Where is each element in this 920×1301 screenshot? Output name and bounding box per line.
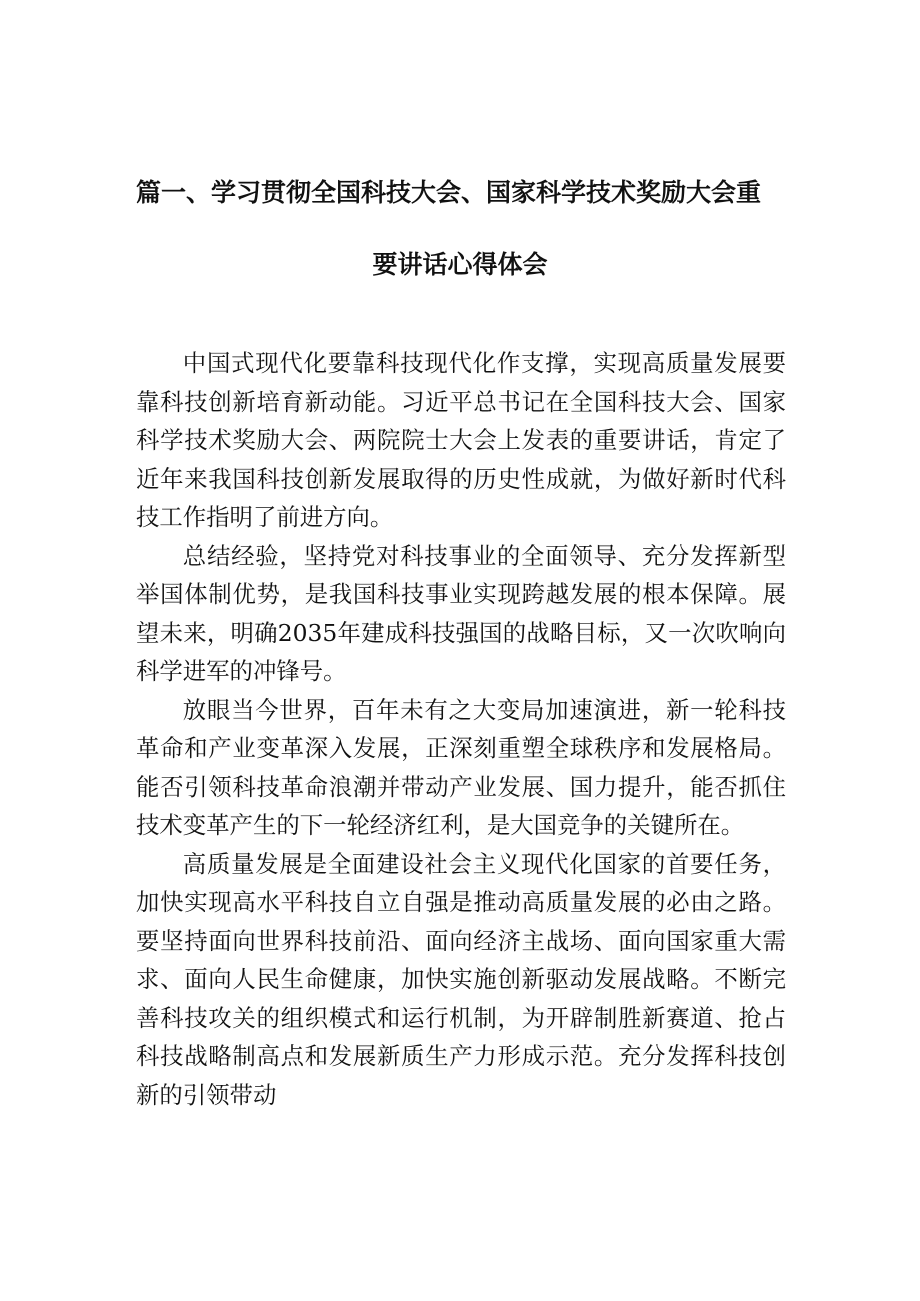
document-body: [136, 344, 786, 1114]
paragraph: 总结经验，坚持党对科技事业的全面领导、充分发挥新型举国体制优势，是我国科技事业实现跨越发展的根本保障。展望未来，明确2035年建成科技强国的战略目标，又一次吹响向科学进军的冲锋号。: [136, 541, 786, 685]
title-line-2: 要讲话心得体会: [372, 250, 548, 279]
paragraph: 放眼当今世界，百年未有之大变局加速演进，新一轮科技革命和产业变革深入发展，正深刻重塑全球秩序和发展格局。能否引领科技革命浪潮并带动产业发展、国力提升，能否抓住技术变革产生的下一轮经济红利，是大国竞争的关键所在。: [136, 695, 786, 839]
paragraph: 中国式现代化要靠科技现代化作支撑，实现高质量发展要靠科技创新培育新动能。习近平总书记在全国科技大会、国家科学技术奖励大会、两院院士大会上发表的重要讲话，肯定了近年来我国科技创新发展取得的历史性成就，为做好新时代科技工作指明了前进方向。: [136, 349, 786, 531]
paragraph: 高质量发展是全面建设社会主义现代化国家的首要任务，加快实现高水平科技自立自强是推动高质量发展的必由之路。要坚持面向世界科技前沿、面向经济主战场、面向国家重大需求、面向人民生命健康，加快实施创新驱动发展战略。不断完善科技攻关的组织模式和运行机制，为开辟制胜新赛道、抢占科技战略制高点和发展新质生产力形成示范。充分发挥科技创新的引领带动: [136, 849, 786, 1109]
title-line-1: 篇一、学习贯彻全国科技大会、国家科学技术奖励大会重: [136, 178, 762, 207]
